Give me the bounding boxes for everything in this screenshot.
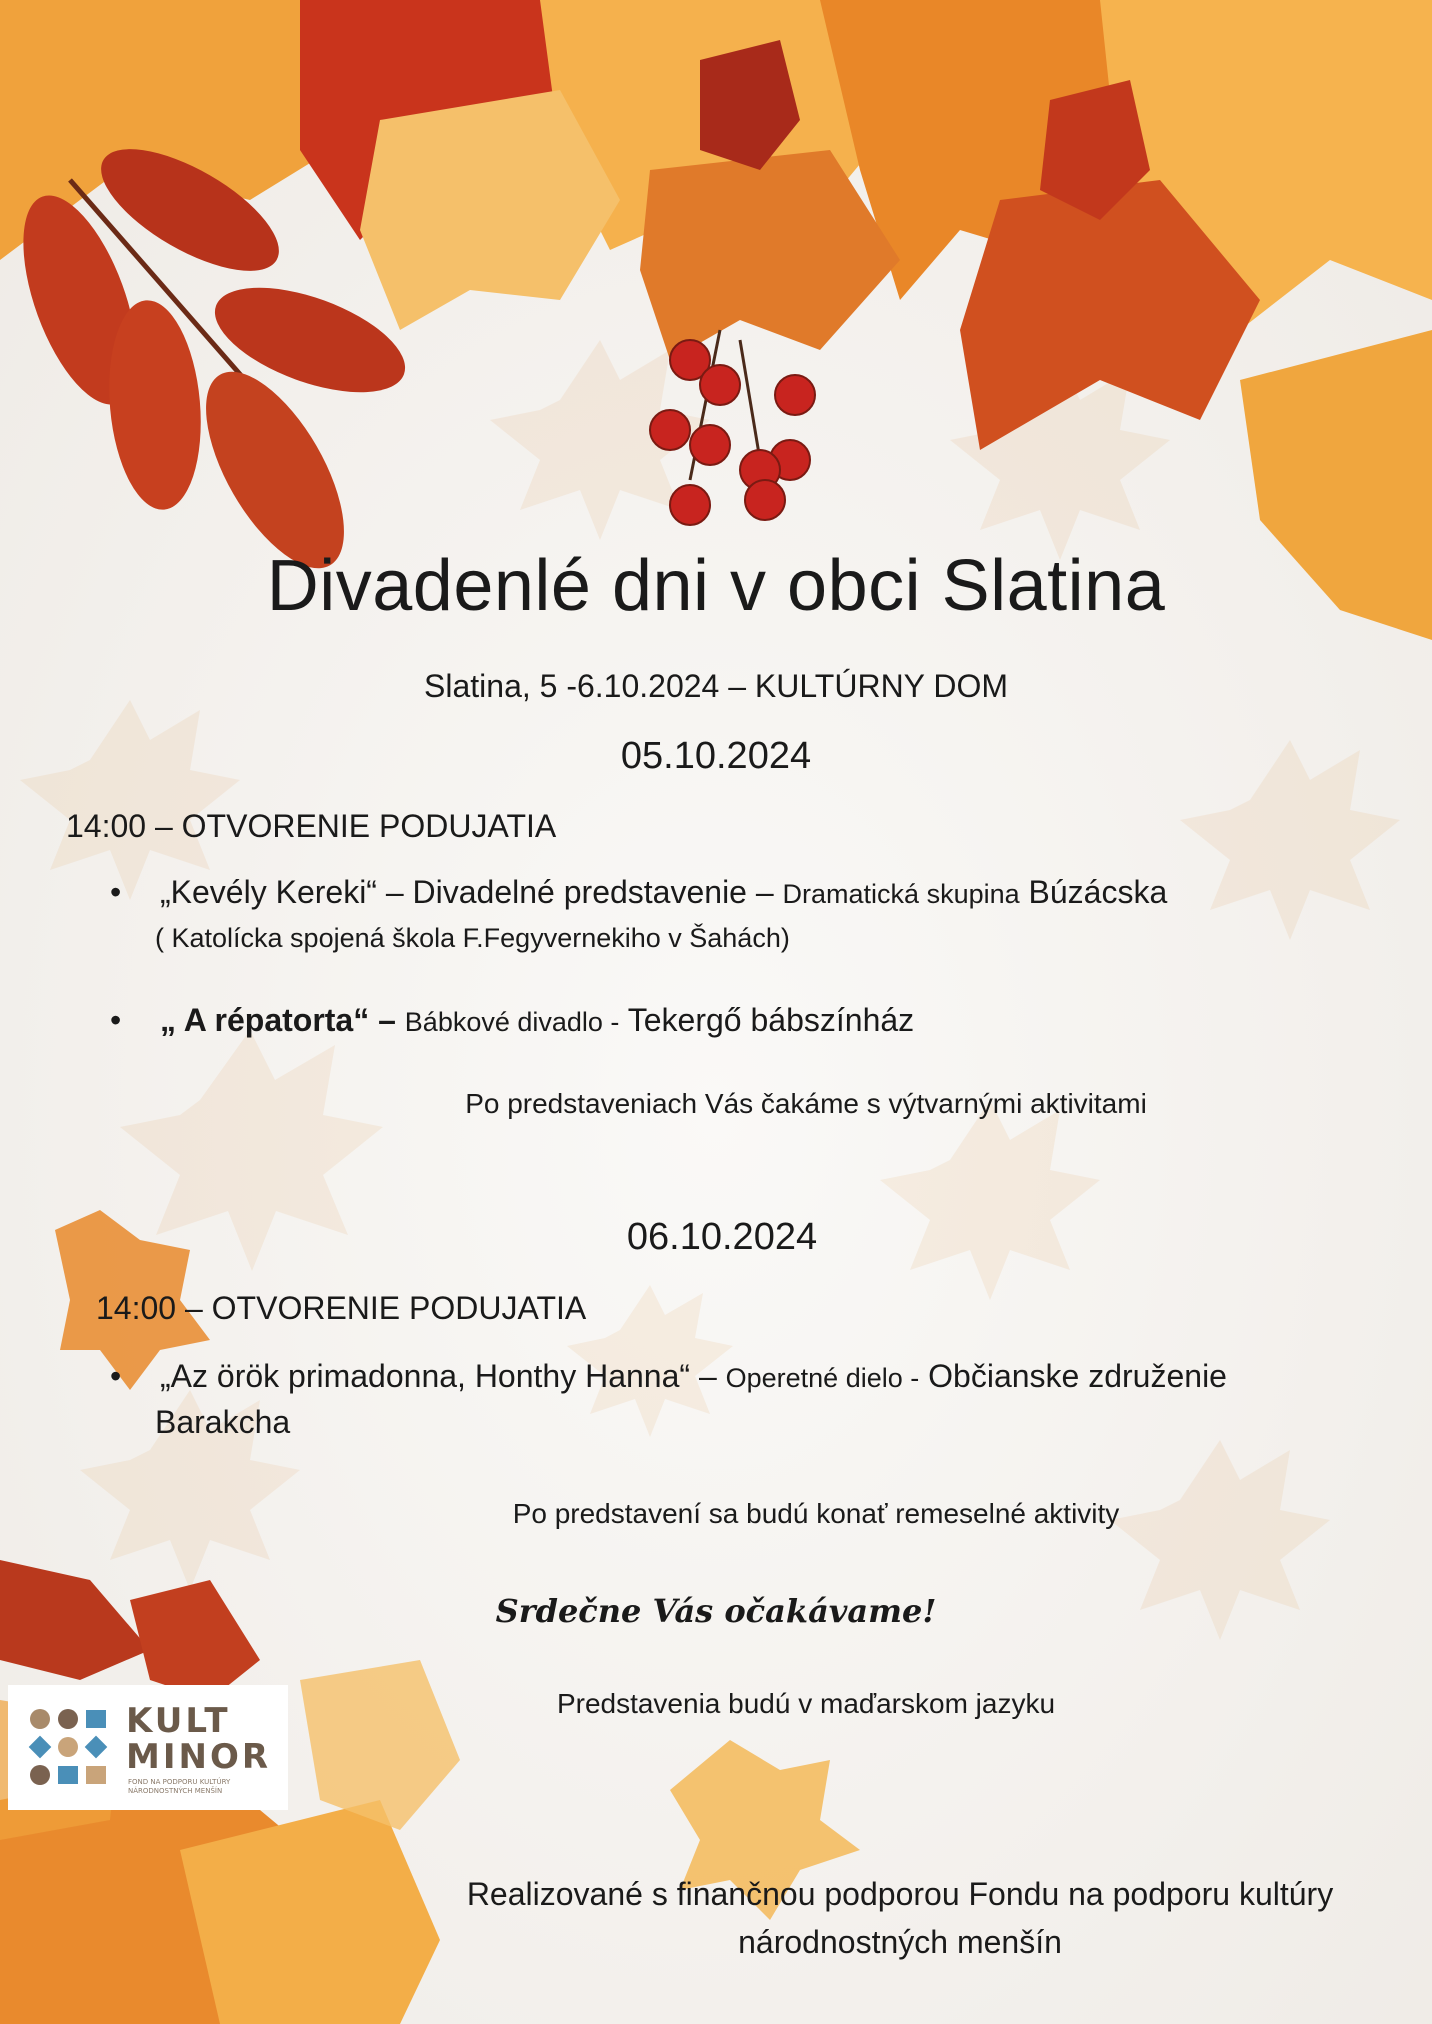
bullet-icon: •	[110, 874, 122, 910]
day2-event-1	[110, 1354, 1420, 1444]
language-note: Predstavenia budú v maďarskom jazyku	[556, 1688, 1056, 1719]
logo-subtitle-1: FOND NA PODPORU KULTÚRY	[128, 1778, 231, 1786]
event-title: Divadenlé dni v obci Slatina	[266, 546, 1166, 626]
logo-word-minor: MINOR	[126, 1737, 272, 1777]
footer-line-1: Realizované s finančnou podporou Fondu na podporu kultúry	[466, 1876, 1334, 1912]
event-performer: Búzácska	[1028, 874, 1168, 910]
logo-word-kult: KULT	[126, 1701, 231, 1741]
day2-note: Po predstavení sa budú konať remeselné aktivity	[512, 1498, 1120, 1529]
logo-mark-icon	[28, 1707, 118, 1789]
event-performer-continued: Barakcha	[155, 1404, 291, 1440]
day1-opening: 14:00 – OTVORENIE PODUJATIA	[66, 808, 557, 844]
footer-line-2: národnostných menšín	[738, 1924, 1062, 1960]
bullet-icon: •	[110, 1002, 122, 1038]
day2-date: 06.10.2024	[626, 1216, 818, 1258]
day1-note: Po predstaveniach Vás čakáme s výtvarnými aktivitami	[465, 1088, 1147, 1119]
logo-subtitle-2: NÁRODNOSTNÝCH MENŠÍN	[128, 1787, 223, 1795]
closing-greeting: Srdečne Vás očakávame!	[495, 1592, 937, 1630]
event-title: „Az örök primadonna, Honthy Hanna“ –	[160, 1358, 717, 1394]
event-detail: ( Katolícka spojená škola F.Fegyvernekiho v Šahách)	[155, 923, 790, 953]
event-type: Operetné dielo -	[725, 1363, 920, 1393]
day1-date: 05.10.2024	[620, 735, 812, 777]
bullet-icon: •	[110, 1358, 122, 1394]
day2-opening: 14:00 – OTVORENIE PODUJATIA	[96, 1290, 587, 1326]
day1-event-2	[110, 998, 1410, 1044]
kult-minor-logo	[8, 1685, 288, 1810]
event-subtitle: Slatina, 5 -6.10.2024 – KULTÚRNY DOM	[424, 668, 1008, 704]
event-type: Dramatická skupina	[782, 879, 1020, 909]
event-performer: Občianske združenie	[928, 1358, 1227, 1394]
event-type: Bábkové divadlo -	[404, 1007, 620, 1037]
event-performer: Tekergő bábszínház	[627, 1002, 915, 1038]
funding-footer	[400, 1870, 1400, 1966]
event-title: „Kevély Kereki“ – Divadelné predstavenie –	[160, 874, 774, 910]
event-title: „ A répatorta“ –	[160, 1002, 396, 1038]
day1-event-1	[110, 870, 1410, 960]
